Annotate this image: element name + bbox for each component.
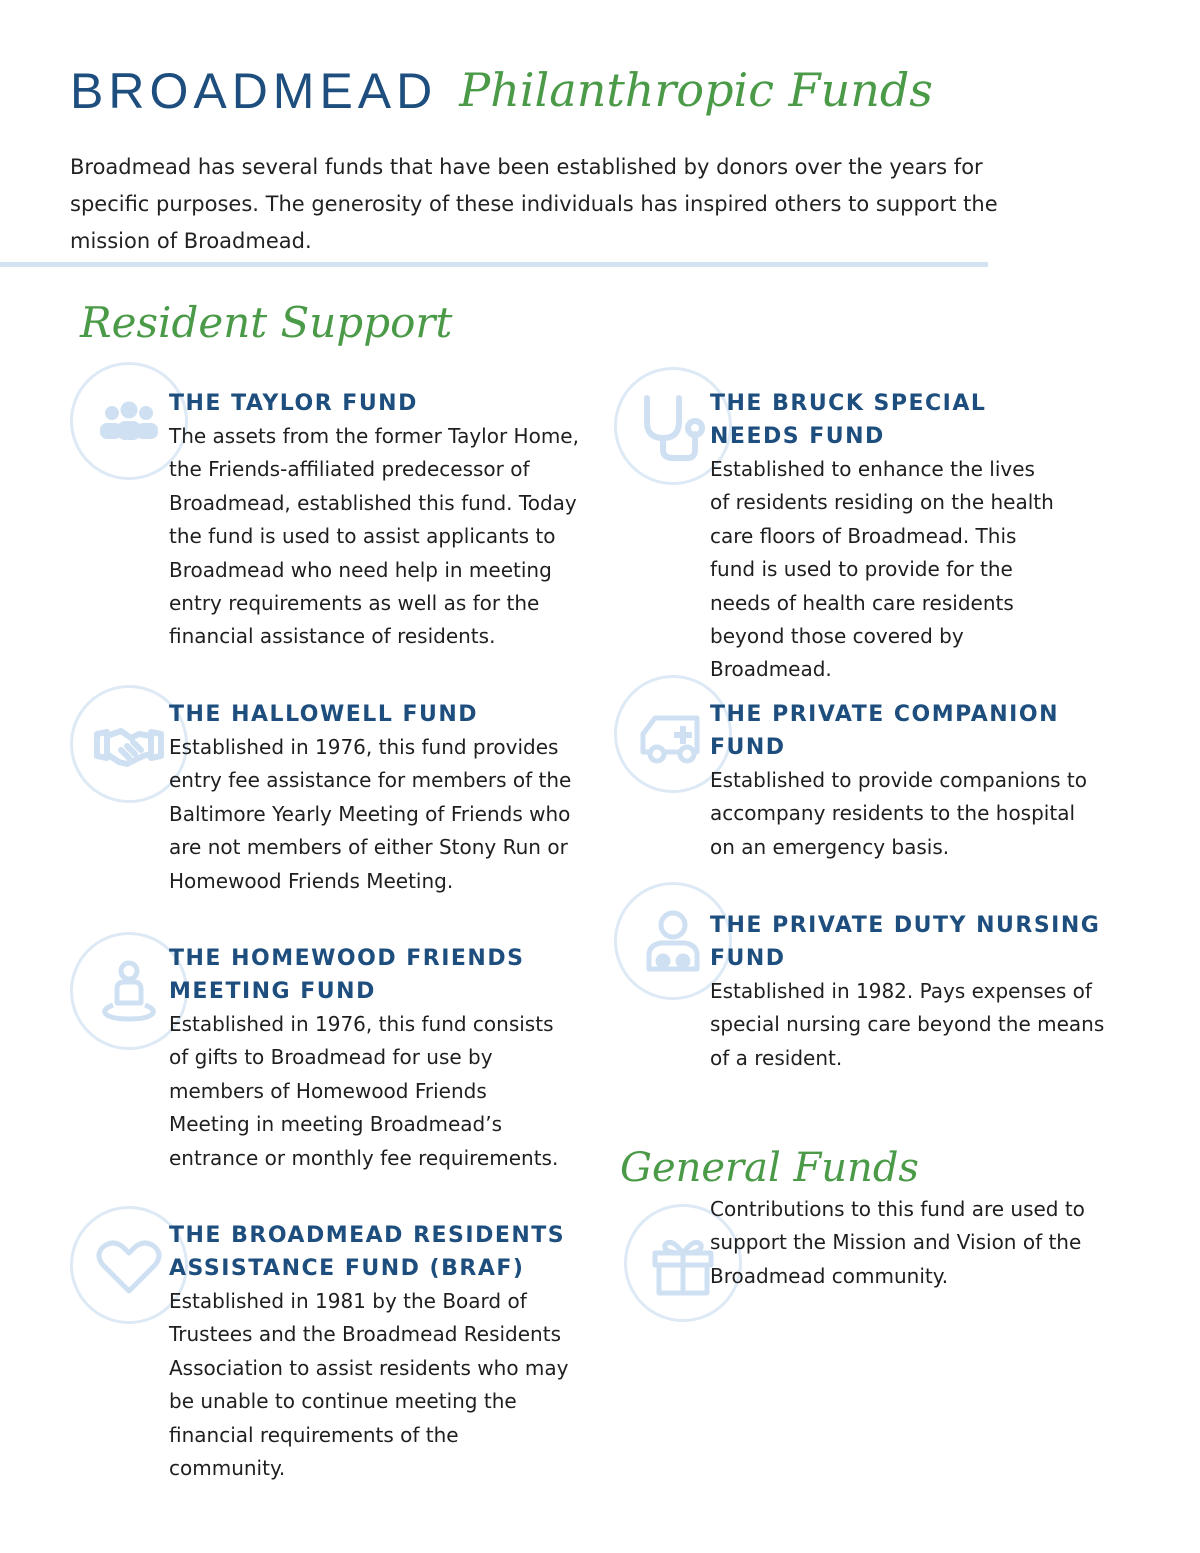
- fund-title: THE HALLOWELL FUND: [169, 702, 479, 727]
- fund-taylor: [169, 387, 579, 654]
- fund-title: THE BRUCK SPECIAL NEEDS FUND: [710, 391, 987, 449]
- fund-title: THE PRIVATE COMPANION FUND: [710, 702, 1059, 760]
- intro-paragraph: Broadmead has several funds that have been established by donors over the years for specific purposes. The generosity of these individuals has inspired others to support the mission of Broadmead.: [70, 155, 998, 253]
- fund-body: Established to enhance the lives of residents residing on the health care floors of Broadmead. This fund is used to provide for the needs of health care residents beyond those covered by Broadmead.: [710, 457, 1054, 682]
- fund-title: THE BROADMEAD RESIDENTS ASSISTANCE FUND (BRAF): [169, 1223, 566, 1281]
- fund-title: THE TAYLOR FUND: [169, 391, 418, 416]
- fund-body: Contributions to this fund are used to support the Mission and Vision of the Broadmead community.: [710, 1197, 1085, 1288]
- fund-body: Established to provide companions to accompany residents to the hospital on an emergency basis.: [710, 768, 1087, 859]
- fund-general: [710, 1193, 1120, 1293]
- fund-hallowell: [169, 698, 579, 898]
- fund-private-companion: [710, 698, 1100, 864]
- header-divider: [0, 262, 988, 267]
- fund-private-duty-nursing: [710, 909, 1110, 1075]
- fund-title: THE HOMEWOOD FRIENDS MEETING FUND: [169, 946, 525, 1004]
- fund-bruck: [710, 387, 1055, 687]
- title-broadmead: BROADMEAD: [70, 63, 438, 119]
- fund-body: The assets from the former Taylor Home, the Friends-affiliated predecessor of Broadmead, established this fund. Today the fund is used to assist applicants to Broadmead who need help in meeting entry requirements as well as for the financial assistance of residents.: [169, 424, 579, 649]
- title-script: Philanthropic Funds: [459, 63, 933, 117]
- fund-body: Established in 1982. Pays expenses of special nursing care beyond the means of a resident.: [710, 979, 1105, 1070]
- fund-body: Established in 1981 by the Board of Trustees and the Broadmead Residents Association to assist residents who may be unable to continue meeting the financial requirements of the community.: [169, 1289, 569, 1481]
- fund-braf: [169, 1219, 569, 1485]
- fund-title: THE PRIVATE DUTY NURSING FUND: [710, 913, 1101, 971]
- fund-body: Established in 1976, this fund consists of gifts to Broadmead for use by members of Homewood Friends Meeting in meeting Broadmead’s entrance or monthly fee requirements.: [169, 1012, 559, 1170]
- fund-body: Established in 1976, this fund provides entry fee assistance for members of the Baltimore Yearly Meeting of Friends who are not members of either Stony Run or Homewood Friends Meeting.: [169, 735, 572, 893]
- section-heading-resident-support: Resident Support: [80, 298, 453, 347]
- section-heading-general-funds: General Funds: [620, 1145, 919, 1191]
- page-title: [70, 62, 933, 120]
- fund-homewood: [169, 942, 559, 1175]
